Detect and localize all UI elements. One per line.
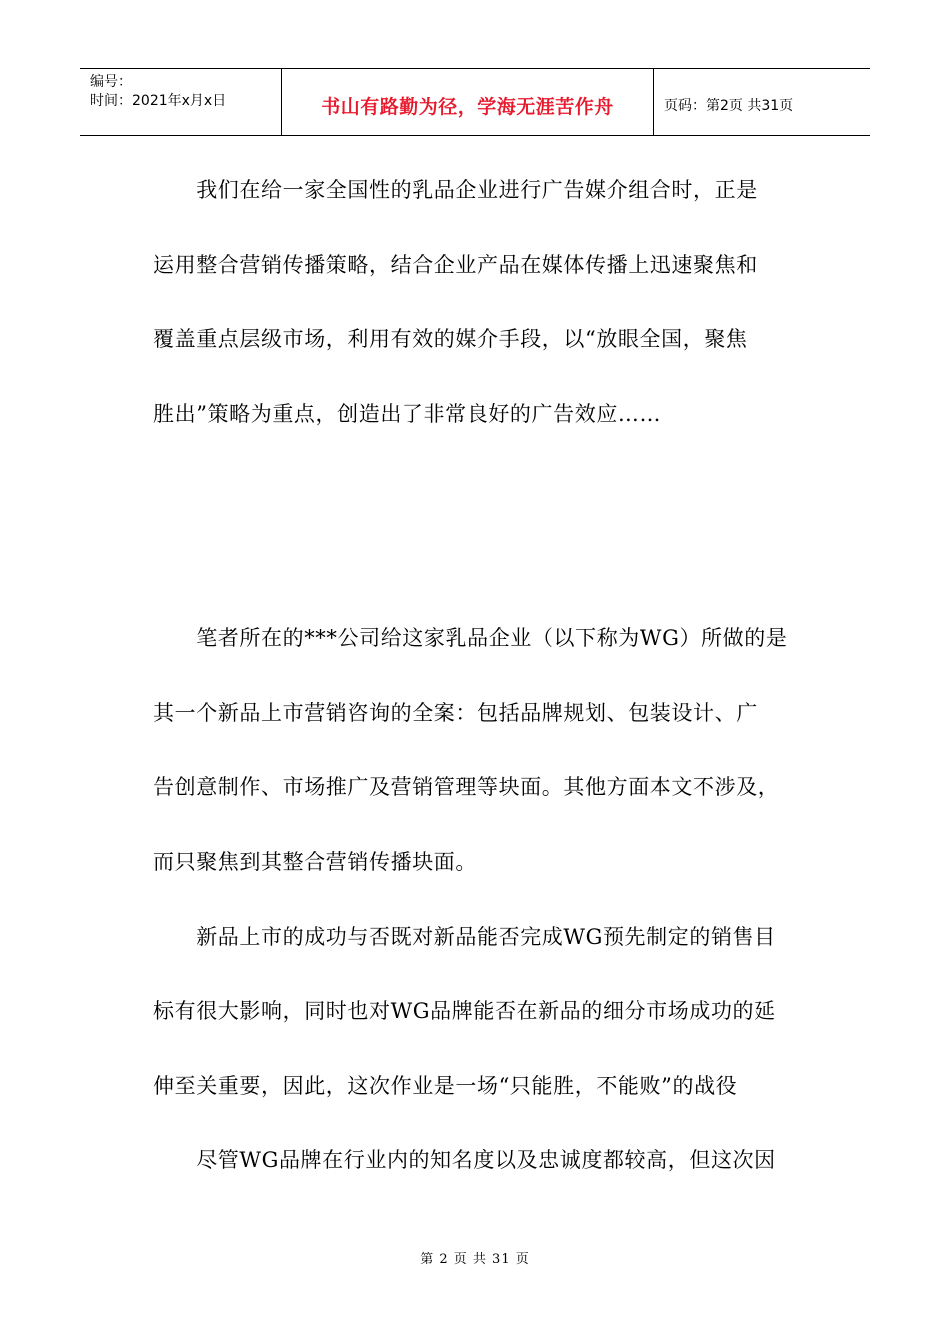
body-line: 胜出”策略为重点，创造出了非常良好的广告效应…… xyxy=(153,402,662,426)
header-page-cell xyxy=(654,69,870,135)
header-motto-cell xyxy=(282,69,654,135)
body-line: 告创意制作、市场推广及营销管理等块面。其他方面本文不涉及， xyxy=(153,775,780,799)
page-header xyxy=(80,68,870,136)
body-line: 我们在给一家全国性的乳品企业进行广告媒介组合时，正是 xyxy=(153,178,758,202)
body-line: 尽管WG品牌在行业内的知名度以及忠诚度都较高，但这次因 xyxy=(153,1148,776,1172)
body-line: 笔者所在的***公司给这家乳品企业（以下称为WG）所做的是 xyxy=(153,626,788,650)
header-motto: 书山有路勤为径，学海无涯苦作舟 xyxy=(321,95,614,118)
body-line: 运用整合营销传播策略，结合企业产品在媒体传播上迅速聚焦和 xyxy=(153,253,758,277)
body-line: 新品上市的成功与否既对新品能否完成WG预先制定的销售目 xyxy=(153,925,776,949)
document-date: 时间：2021年x月x日 xyxy=(90,93,227,109)
body-line: 其一个新品上市营销咨询的全案：包括品牌规划、包装设计、广 xyxy=(153,701,758,725)
page-footer: 第 2 页 共 31 页 xyxy=(420,1252,530,1267)
document-number: 编号： xyxy=(90,74,132,90)
header-meta xyxy=(80,69,282,135)
body-line: 伸至关重要，因此，这次作业是一场“只能胜，不能败”的战役 xyxy=(153,1074,738,1098)
header-page-number: 页码：第2页 共31页 xyxy=(664,98,794,114)
body-line: 覆盖重点层级市场，利用有效的媒介手段，以“放眼全国，聚焦 xyxy=(153,327,748,351)
body-line: 标有很大影响，同时也对WG品牌能否在新品的细分市场成功的延 xyxy=(153,999,776,1023)
body-line: 而只聚焦到其整合营销传播块面。 xyxy=(153,850,477,874)
